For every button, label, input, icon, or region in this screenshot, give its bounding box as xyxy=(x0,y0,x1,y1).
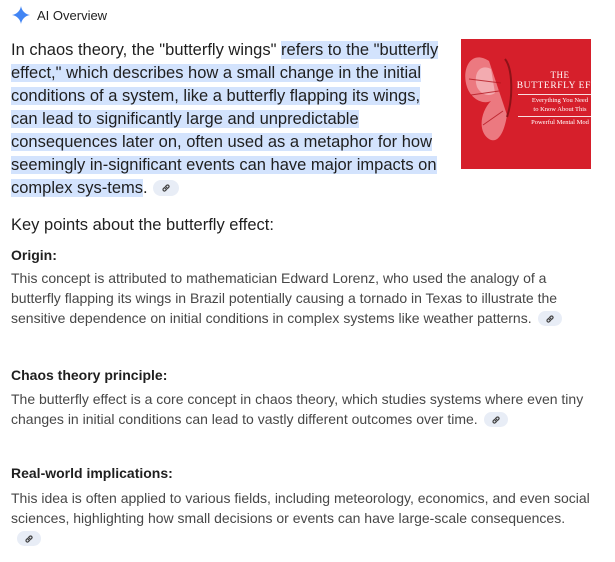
key-points-heading: Key points about the butterfly effect: xyxy=(11,216,274,234)
sparkle-icon xyxy=(12,6,30,24)
ai-overview-title: AI Overview xyxy=(37,7,108,23)
ai-overview-header xyxy=(12,5,107,25)
link-icon xyxy=(491,415,501,425)
link-icon xyxy=(545,314,555,324)
overview-summary xyxy=(11,39,451,200)
summary-text-plain: In chaos theory, the "butterfly wings" xyxy=(11,41,282,59)
source-thumbnail[interactable] xyxy=(461,39,604,169)
thumbnail-line2: BUTTERFLY EFFE xyxy=(516,81,604,91)
thumbnail-line1: THE xyxy=(550,70,570,80)
section-title-origin: Origin: xyxy=(11,247,57,263)
summary-source-link-button[interactable] xyxy=(153,180,179,196)
section-source-link-button[interactable] xyxy=(484,412,508,427)
thumbnail-sub1: Everything You Need xyxy=(531,97,589,104)
section-source-link-button[interactable] xyxy=(17,531,41,546)
thumbnail-divider-2 xyxy=(518,116,602,117)
section-text: The butterfly effect is a core concept in chaos theory, which studies systems where even tiny changes in initial conditions can lead to vastly different outcomes over time. xyxy=(11,391,584,427)
section-text: This concept is attributed to mathematician Edward Lorenz, who used the analogy of a butterfly flapping its wings in Brazil potentially causing a tornado in Texas to illustrate the sensitive dependence on initial conditions in complex systems like weather patterns. xyxy=(11,270,558,326)
section-source-link-button[interactable] xyxy=(538,311,562,326)
section-body-chaos-theory xyxy=(11,389,591,429)
section-text: This idea is often applied to various fields, including meteorology, economics, and even social sciences, highlighting how small decisions or events can have large-scale consequences. xyxy=(11,490,590,526)
thumbnail-sub2: to Know About This xyxy=(533,106,587,113)
section-title-real-world: Real-world implications: xyxy=(11,465,173,481)
thumbnail-title xyxy=(505,70,615,127)
section-body-real-world xyxy=(11,488,591,548)
link-icon xyxy=(161,183,171,193)
thumbnail-sub3: Powerful Mental Mod xyxy=(531,119,589,126)
link-icon xyxy=(24,534,34,544)
section-body-origin xyxy=(11,268,591,328)
section-title-chaos-theory: Chaos theory principle: xyxy=(11,367,168,383)
thumbnail-divider xyxy=(518,94,602,95)
summary-period: . xyxy=(143,179,148,197)
summary-highlighted-text: refers to the "butterfly effect," which describes how a small change in the initial conditions of a system, like a butterfly flapping its wings, can lead to significantly large and unpredictable consequences later on, often used as a metaphor for how seemingly in-significant events can have major impacts on complex sys-tems xyxy=(11,41,439,197)
